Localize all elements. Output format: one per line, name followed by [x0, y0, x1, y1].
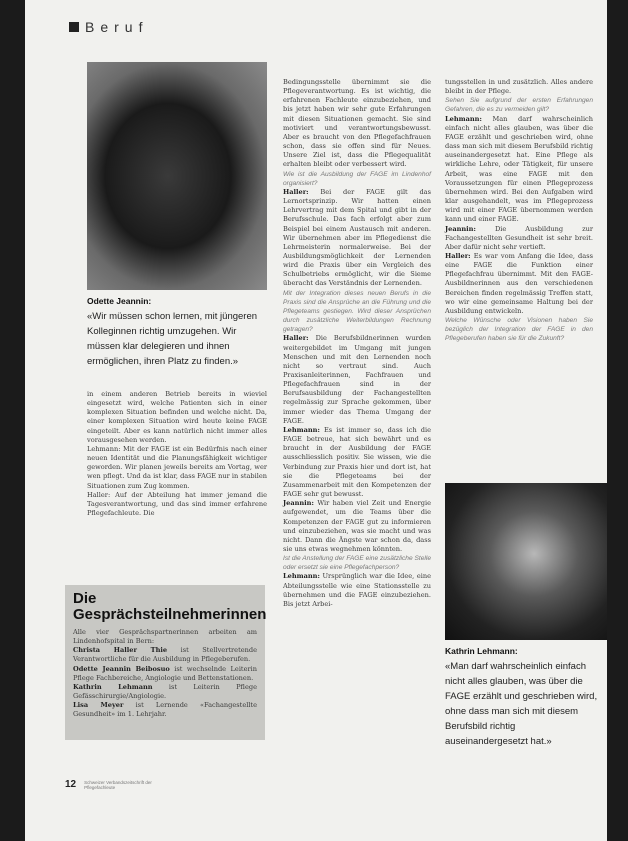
- magazine-page: [25, 0, 607, 841]
- participants-box-title: Die Gesprächsteilnehmerinnen: [73, 590, 267, 623]
- square-marker-icon: [69, 22, 79, 32]
- interview-question: Sehen Sie aufgrund der ersten Erfahrungen Gefahren, die es zu vermeiden gilt?: [445, 97, 593, 114]
- middle-body-column: [283, 78, 431, 609]
- paragraph: Haller: Bei der FAGE gilt das Lernortsprinzip. Wir hatten einen Lehrvertrag mit dem Spital und gibt in der Berufsschule. Das fach erfolgt aber zum Beispiel bei einem Austausch mit anderen. Wir übernehmen aber im Pflegedienst die Lehrmeisterin normalerweise. Bei der Ausbildungsmöglichkeit der Lernenden wird die Praxis über ein Vergleich des Schulbetriebs ermöglicht, wir die Sieme überacht das Verständnis der Lernenden.: [283, 187, 431, 288]
- interview-question: Mit der Integration dieses neuen Berufs in die Praxis sind die Ansprüche an die Führung und die Pflegeteams gestiegen. Wird dieser Ansprüchen durch zusätzliche Weiterbildungen Rechnung getragen?: [283, 289, 431, 334]
- section-label: Beruf: [85, 19, 149, 35]
- section-header: [69, 19, 148, 35]
- portrait-photo-jeannin: [87, 62, 267, 290]
- paragraph: Lehmann: Mit der FAGE ist ein Bedürfnis nach einer neuen Identität und die Planungsfähigkeit wichtiger geworden. Wir planen jeweils bereits am Vortag, wer wen pflegt. Und da ist klar, dass FAGE nur in stabilen Situationen zum Zug kommen.: [87, 444, 267, 490]
- left-body-column: [87, 390, 267, 518]
- participant-entry: Christa Haller Thie ist Stellvertretende Verantwortliche für die Ausbildung in Pflegeberufen.: [73, 646, 257, 664]
- portrait-photo-lehmann: [445, 483, 607, 640]
- interview-question: Wie ist die Ausbildung der FAGE im Lindenhof organisiert?: [283, 170, 431, 187]
- interview-question: Ist die Anstellung der FAGE eine zusätzliche Stelle oder ersetzt sie eine Pflegefachperson?: [283, 555, 431, 572]
- right-body-column: [445, 78, 593, 344]
- paragraph: Lehmann: Es ist immer so, dass ich die FAGE betreue, hat sich bewährt und es braucht in der Ausbildung der FAGE ausschliesslich positiv. Sie wissen, wie die Verbindung zur Praxis hier und dort ist, hat sie die Pflegeteams bei der Zusammenarbeit mit den Kompetenzen der FAGE sehr gut bewusst.: [283, 425, 431, 499]
- pull-quote-jeannin: «Wir müssen schon lernen, mit jüngeren Kolleginnen richtig umzugehen. Wir müssen klar delegieren und ihnen ermöglichen, ihren Platz zu finden.»: [87, 311, 258, 367]
- footer-small-print: Schweizer Verbandszeitschrift der Pflegefachleute: [84, 779, 152, 790]
- paragraph: Jeannin: Wir haben viel Zeit und Energie aufgewendet, um die Teams über die Kompetenzen der FAGE gut zu informieren und einzubeziehen, was sie macht und was nicht. Dann die Ängste war schon da, dass sie uns etwas wegnehmen könnten.: [283, 499, 431, 553]
- paragraph: Lehmann: Ursprünglich war die Idee, eine Abteilungsstelle wie eine Stationsstelle zu übernehmen und die FAGE einzubeziehen. Bis jetzt Arbei-: [283, 572, 431, 608]
- paragraph: Haller: Auf der Abteilung hat immer jemand die Tagesverantwortung, und das sind immer erfahrene Pflegefachleute. Die: [87, 490, 267, 518]
- paragraph: in einem anderen Betrieb bereits in wieviel eingesetzt wird, welche Patienten sich in einer komplexen Situation befinden und welche nicht. Da, einer komplexen Situation wird heute keine FAGE eingeteilt. Aber es kann natürlich nicht immer alles vorausgesehen werden.: [87, 390, 267, 444]
- interview-question: Welche Wünsche oder Visionen haben Sie bezüglich der Integration der FAGE in den Pflegeberufen haben sie für die Zukunft?: [445, 317, 593, 343]
- photo-caption-name: Kathrin Lehmann:: [445, 646, 518, 656]
- participants-box: [65, 585, 265, 740]
- participant-entry: Kathrin Lehmann ist Leiterin Pflege Gefässchirurgie/Angiologie.: [73, 682, 257, 701]
- participant-entry: Odette Jeannin Beibosuo ist wechselnde Leiterin Pflege Fachbereiche, Angiologie und Bettenstationen.: [73, 664, 257, 682]
- participant-entry: Lisa Meyer ist Lernende «Fachangestellte Gesundheit» im 1. Lehrjahr.: [73, 701, 257, 719]
- paragraph: Lehmann: Man darf wahrscheinlich einfach nicht alles glauben, was über die FAGE erzählt und geschrieben wird, ohne dass man sich mit diesem Berufsbild richtig auseinandergesetzt hat. Eine Pflege als wirkliche Lehre, oder Tätigkeit, für unsere Arbeit, was eine FAGE mit den Voraussetzungen für einen Pflegeprozess übernehmen wird. Bei den Aufgaben wird klar ausgehandelt, was im Pflegeprozess wird mit einer FAGE übernommen werden kann und einer FAGE.: [445, 114, 593, 224]
- paragraph: Haller: Es war vom Anfang die Idee, dass eine FAGE die Funktion einer Pflegefachfrau übernimmt. Mit den FAGE-Ausbildnerinnen aus den verschiedenen Bereichen finden regelmässig Treffen statt, wo wir eine gemeinsame Haltung bei der Ausbildung entwickeln.: [445, 251, 593, 315]
- participant-entry: Alle vier Gesprächspartnerinnen arbeiten am Lindenhofspital in Bern:: [73, 628, 257, 646]
- page-footer: [65, 779, 174, 790]
- paragraph: Haller: Die Berufsbildnerinnen wurden weitergebildet im Umgang mit jungen Menschen und mit den Lernenden noch nicht so vertraut sind. Auch Praxisanleiterinnen, Fachfrauen und Pflegefachfrauen sind in der Berufsausbildung der Fachangestellten regelmässig zur Sprache gekommen, über immer wieder das Thema Umgang der FAGE.: [283, 334, 431, 425]
- pull-quote-lehmann: «Man darf wahrscheinlich einfach nicht alles glauben, was über die FAGE erzählt und geschrieben wird, ohne dass man sich mit diesem Berufsbild richtig auseinandergesetzt hat.»: [445, 661, 598, 747]
- paragraph: Jeannin: Die Ausbildung zur Fachangestellten Gesundheit ist sehr breit. Aber dafür nicht sehr vertieft.: [445, 224, 593, 251]
- page-number: 12: [65, 779, 77, 790]
- paragraph: tungsstellen in und zusätzlich. Alles andere bleibt in der Pflege.: [445, 78, 593, 96]
- paragraph: Bedingungsstelle übernimmt sie die Pflegeverantwortung. Es ist wichtig, die erfahrenen Fachleute einzubeziehen, und bis jetzt haben wir sehr gute Erfahrungen mit diesen Situationen gemacht. Sie sind motiviert und verantwortungsbewusst. Aber es braucht von den Pflegefachfrauen schon, dass sie offen sind für Neues. Unsere Ziel ist, dass die Pflegequalität erhalten bleibt oder verbessert wird.: [283, 78, 431, 169]
- photo-caption-name: Odette Jeannin:: [87, 296, 152, 306]
- participants-list: [65, 623, 265, 720]
